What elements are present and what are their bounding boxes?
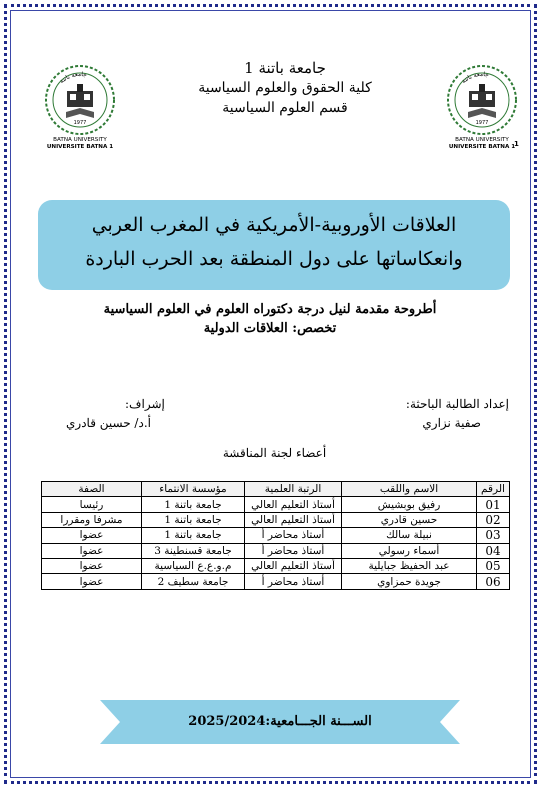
student-name: صفية نزاري <box>422 416 481 430</box>
member-rank: أستاذ محاضر أ <box>245 574 342 589</box>
member-institution: جامعة سطيف 2 <box>142 574 245 589</box>
member-rank: أستاذ التعليم العالي <box>245 497 342 512</box>
table-row <box>42 512 510 527</box>
svg-text:1977: 1977 <box>475 120 489 126</box>
member-rank: أستاذ التعليم العالي <box>245 512 342 527</box>
member-role: مشرفا ومقررا <box>42 512 142 527</box>
thesis-title-line2: وانعكاساتها على دول المنطقة بعد الحرب الباردة <box>85 248 463 270</box>
jury-header-row <box>42 482 510 497</box>
degree-line: أطروحة مقدمة لنيل درجة دكتوراه العلوم في العلوم السياسية <box>103 302 437 317</box>
row-number: 04 <box>477 543 510 558</box>
member-rank: أستاذ محاضر أ <box>245 543 342 558</box>
thesis-title-box <box>38 200 510 290</box>
thesis-title-line1: العلاقات الأوروبية-الأمريكية في المغرب العربي <box>91 214 457 236</box>
row-number: 03 <box>477 528 510 543</box>
member-name: أسماء رسولي <box>342 543 477 558</box>
row-number: 05 <box>477 558 510 573</box>
institution-header <box>140 58 430 118</box>
column-header: الصفة <box>42 482 142 497</box>
department-name: قسم العلوم السياسية <box>222 100 348 116</box>
member-institution: جامعة باتنة 1 <box>142 512 245 527</box>
logo-number: 1 <box>514 140 519 148</box>
column-header: الرتبة العلمية <box>245 482 342 497</box>
member-role: عضوا <box>42 543 142 558</box>
logo-bottom-text: UNIVERSITE BATNA 1 <box>448 144 516 150</box>
member-name: عبد الحفيظ جبايلية <box>342 558 477 573</box>
member-role: عضوا <box>42 574 142 589</box>
academic-year: الســـنة الجـــامعية:2025/2024 <box>188 714 372 729</box>
table-row <box>42 558 510 573</box>
university-logo-left <box>40 58 120 150</box>
table-row <box>42 574 510 589</box>
logo-bottom-text: UNIVERSITE BATNA 1 <box>46 144 114 150</box>
jury-table <box>41 481 510 590</box>
faculty-name: كلية الحقوق والعلوم السياسية <box>198 80 372 96</box>
row-number: 01 <box>477 497 510 512</box>
member-role: رئيسا <box>42 497 142 512</box>
member-rank: أستاذ التعليم العالي <box>245 558 342 573</box>
jury-title: أعضاء لجنة المناقشة <box>222 446 327 460</box>
member-institution: جامعة باتنة 1 <box>142 528 245 543</box>
logo-arc-text: جامعة باتنة <box>460 70 490 86</box>
member-rank: أستاذ محاضر أ <box>245 528 342 543</box>
degree-info <box>40 300 500 338</box>
university-name: جامعة باتنة 1 <box>244 59 326 77</box>
svg-text:1977: 1977 <box>73 120 87 126</box>
university-logo-right <box>442 58 522 150</box>
table-row <box>42 497 510 512</box>
table-row <box>42 543 510 558</box>
column-header: مؤسسة الانتماء <box>142 482 245 497</box>
logo-arc-text: جامعة باتنة <box>58 70 88 86</box>
member-name: حسين قادري <box>342 512 477 527</box>
supervisor-label: إشراف: <box>125 397 165 411</box>
member-role: عضوا <box>42 558 142 573</box>
member-name: نبيلة سالك <box>342 528 477 543</box>
member-institution: جامعة قسنطينة 3 <box>142 543 245 558</box>
table-row <box>42 528 510 543</box>
specialty-line: تخصص: العلاقات الدولية <box>203 321 337 336</box>
logo-side-text: BATNA UNIVERSITY <box>455 137 509 143</box>
column-header: الاسم واللقب <box>342 482 477 497</box>
row-number: 06 <box>477 574 510 589</box>
logo-side-text: BATNA UNIVERSITY <box>53 137 107 143</box>
prepared-by-label: إعداد الطالبة الباحثة: <box>405 397 509 411</box>
row-number: 02 <box>477 512 510 527</box>
member-institution: م.و.ع.ع السياسية <box>142 558 245 573</box>
member-role: عضوا <box>42 528 142 543</box>
member-institution: جامعة باتنة 1 <box>142 497 245 512</box>
column-header: الرقم <box>477 482 510 497</box>
supervisor-name: أ.د/ حسين قادري <box>66 416 151 430</box>
member-name: جويدة حمزاوي <box>342 574 477 589</box>
member-name: رفيق بوبشيش <box>342 497 477 512</box>
